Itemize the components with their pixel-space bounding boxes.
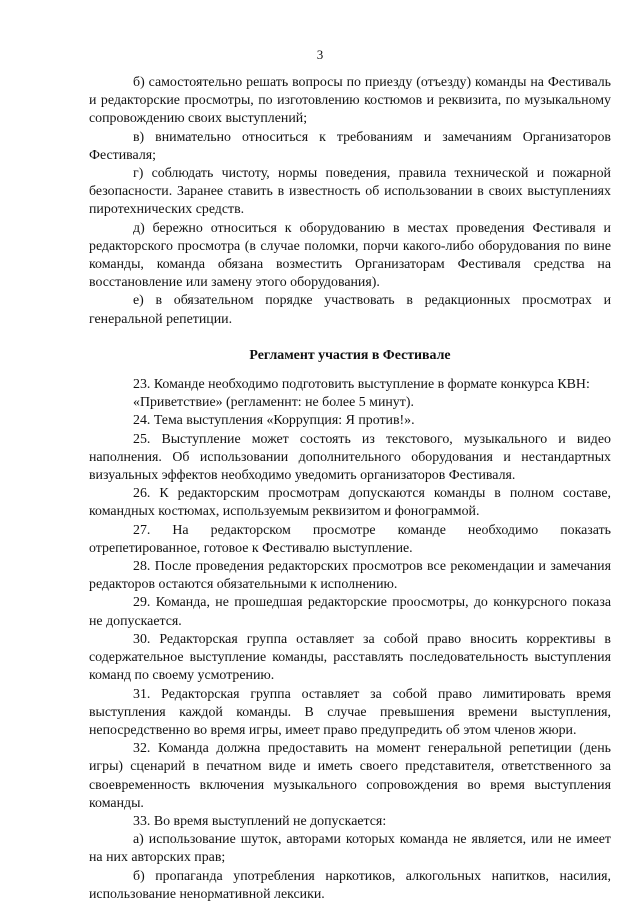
obligation-d: д) бережно относиться к оборудованию в местах проведения Фестиваля и редакторского просмотра (в случае поломки, порчи какого-либо оборудования по вине команды, команда обязана возместить Организаторам Фестиваля средства на восстановление или замену этого оборудования).: [89, 220, 611, 291]
rule-30: 30. Редакторская группа оставляет за собой право вносить коррективы в содержательное выступление команды, расставлять последовательность выступления команд по своему усмотрению.: [89, 631, 611, 684]
obligation-e: е) в обязательном порядке участвовать в редакционных просмотрах и генеральной репетиции.: [89, 293, 611, 327]
rule-24: 24. Тема выступления «Коррупция: Я против!».: [133, 413, 415, 429]
rule-26: 26. К редакторским просмотрам допускаются команды в полном составе, командных костюмах, используемым реквизитом и фонограммой.: [89, 486, 611, 520]
rule-32: 32. Команда должна предоставить на момент генеральной репетиции (день игры) сценарий в печатном виде и иметь своего представителя, ответственного за своевременность включения музыкального сопровождения во время выступления команды.: [89, 741, 611, 811]
rule-33-a: а) использование шуток, авторами которых команда не является, или не имеет на них авторских прав;: [89, 832, 611, 866]
rule-28: 28. После проведения редакторских просмотров все рекомендации и замечания редакторов остаются обязательными к исполнению.: [89, 559, 611, 593]
section-heading: Регламент участия в Фестивале: [249, 347, 451, 363]
page-number: 3: [316, 47, 324, 62]
obligation-v: в) внимательно относиться к требованиям и замечаниям Организаторов Фестиваля;: [89, 129, 611, 163]
rule-25: 25. Выступление может состоять из текстового, музыкального и видео наполнения. Об использовании дополнительного оборудования и нестандартных визуальных эффектов необходимо уведомить организаторов Фестиваля.: [89, 431, 611, 484]
obligation-g: г) соблюдать чистоту, нормы поведения, правила технической и пожарной безопасности. Заранее ставить в известность об использовании в своих выступлениях пиротехнических средств.: [89, 166, 611, 218]
rule-33: 33. Во время выступлений не допускается:: [133, 813, 387, 829]
rule-29: 29. Команда, не прошедшая редакторские проосмотры, до конкурсного показа не допускается.: [89, 595, 611, 629]
rule-31: 31. Редакторская группа оставляет за собой право лимитировать время выступления каждой команды. В случае превышения времени выступления, непосредственно во время игры, имеет право предупредить об этом членов жюри.: [89, 686, 611, 738]
obligation-b: б) самостоятельно решать вопросы по приезду (отъезду) команды на Фестиваль и редакторские просмотры, по изготовлению костюмов и реквизита, по музыкальному сопровождению своих выступлений;: [89, 75, 611, 127]
document-body: [89, 74, 611, 904]
rule-23: 23. Команде необходимо подготовить выступление в формате конкурса КВН:: [133, 377, 590, 393]
rule-27: 27. На редакторском просмотре команде необходимо показать отрепетированное, готовое к Фестивалю выступление.: [89, 522, 611, 556]
rule-23-format: «Приветствие» (регламеннт: не более 5 минут).: [133, 395, 414, 411]
rule-33-b: б) пропаганда употребления наркотиков, алкогольных напитков, насилия, использование ненормативной лексики.: [89, 868, 611, 902]
